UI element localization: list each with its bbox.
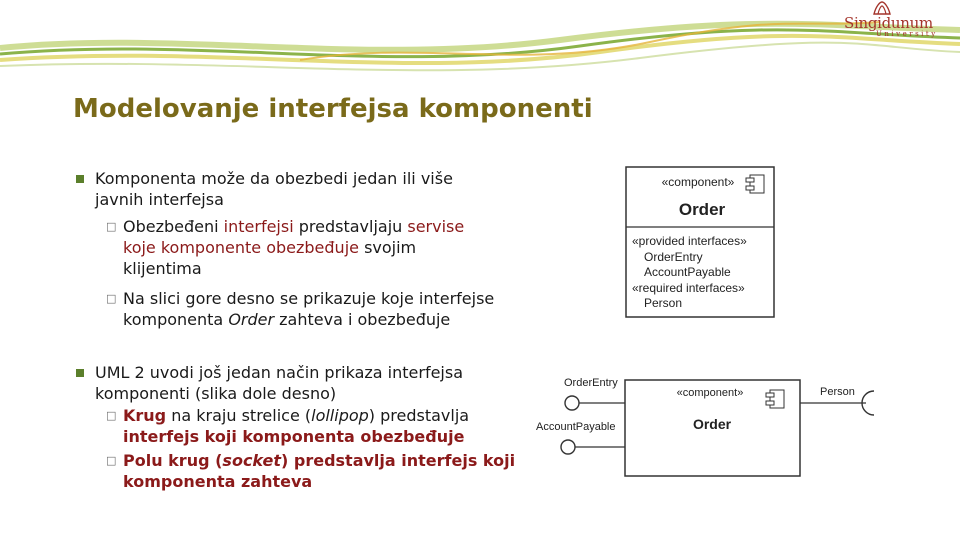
bullet-text: UML 2 uvodi još jedan način prikaza interfejsa komponenti (slika dole desno) xyxy=(95,363,464,403)
interface-list-line: «provided interfaces» xyxy=(632,234,747,248)
interface-list-line: «required interfaces» xyxy=(632,281,745,295)
sub-bullet-marker: □ xyxy=(106,220,117,233)
interface-list-line: AccountPayable xyxy=(644,265,731,279)
component-stereotype: «component» xyxy=(661,175,735,189)
sub-bullet-text: Obezbeđeni interfejsi predstavljaju servise koje komponente obezbeđuje svojim klijentima xyxy=(123,217,465,278)
interface-list-line: OrderEntry xyxy=(644,250,703,264)
bullet-marker xyxy=(76,369,84,377)
required-interface-label: Person xyxy=(820,386,855,398)
component-name: Order xyxy=(692,416,732,432)
sub-bullet-text: Polu krug (socket) predstavlja interfejs koji komponenta zahteva xyxy=(123,451,516,491)
lollipop-icon xyxy=(561,440,575,454)
sub-bullet-text: Krug na kraju strelice (lollipop) predstavlja interfejs koji komponenta obezbeđuje xyxy=(123,406,470,446)
component-diagram-lollipop xyxy=(530,372,880,482)
component-stereotype: «component» xyxy=(676,387,744,399)
bullet-marker xyxy=(76,175,84,183)
logo-wordmark: Singidunum xyxy=(844,14,933,32)
component-name: Order xyxy=(678,200,726,219)
component-diagram-list xyxy=(622,165,778,323)
provided-interface-label: OrderEntry xyxy=(564,377,618,389)
sub-bullet-marker: □ xyxy=(106,454,117,467)
bullet-text: Komponenta može da obezbedi jedan ili više javnih interfejsa xyxy=(95,169,453,209)
provided-interface-label: AccountPayable xyxy=(536,421,616,433)
lollipop-icon xyxy=(565,396,579,410)
logo-subtitle: University xyxy=(876,30,938,38)
sub-bullet-marker: □ xyxy=(106,292,117,305)
page-title: Modelovanje interfejsa komponenti xyxy=(73,94,593,124)
interface-list-line: Person xyxy=(644,296,683,310)
sub-bullet-marker: □ xyxy=(106,409,117,422)
sub-bullet-text: Na slici gore desno se prikazuje koje interfejse komponenta Order zahteva i obezbeđuje xyxy=(123,289,495,329)
